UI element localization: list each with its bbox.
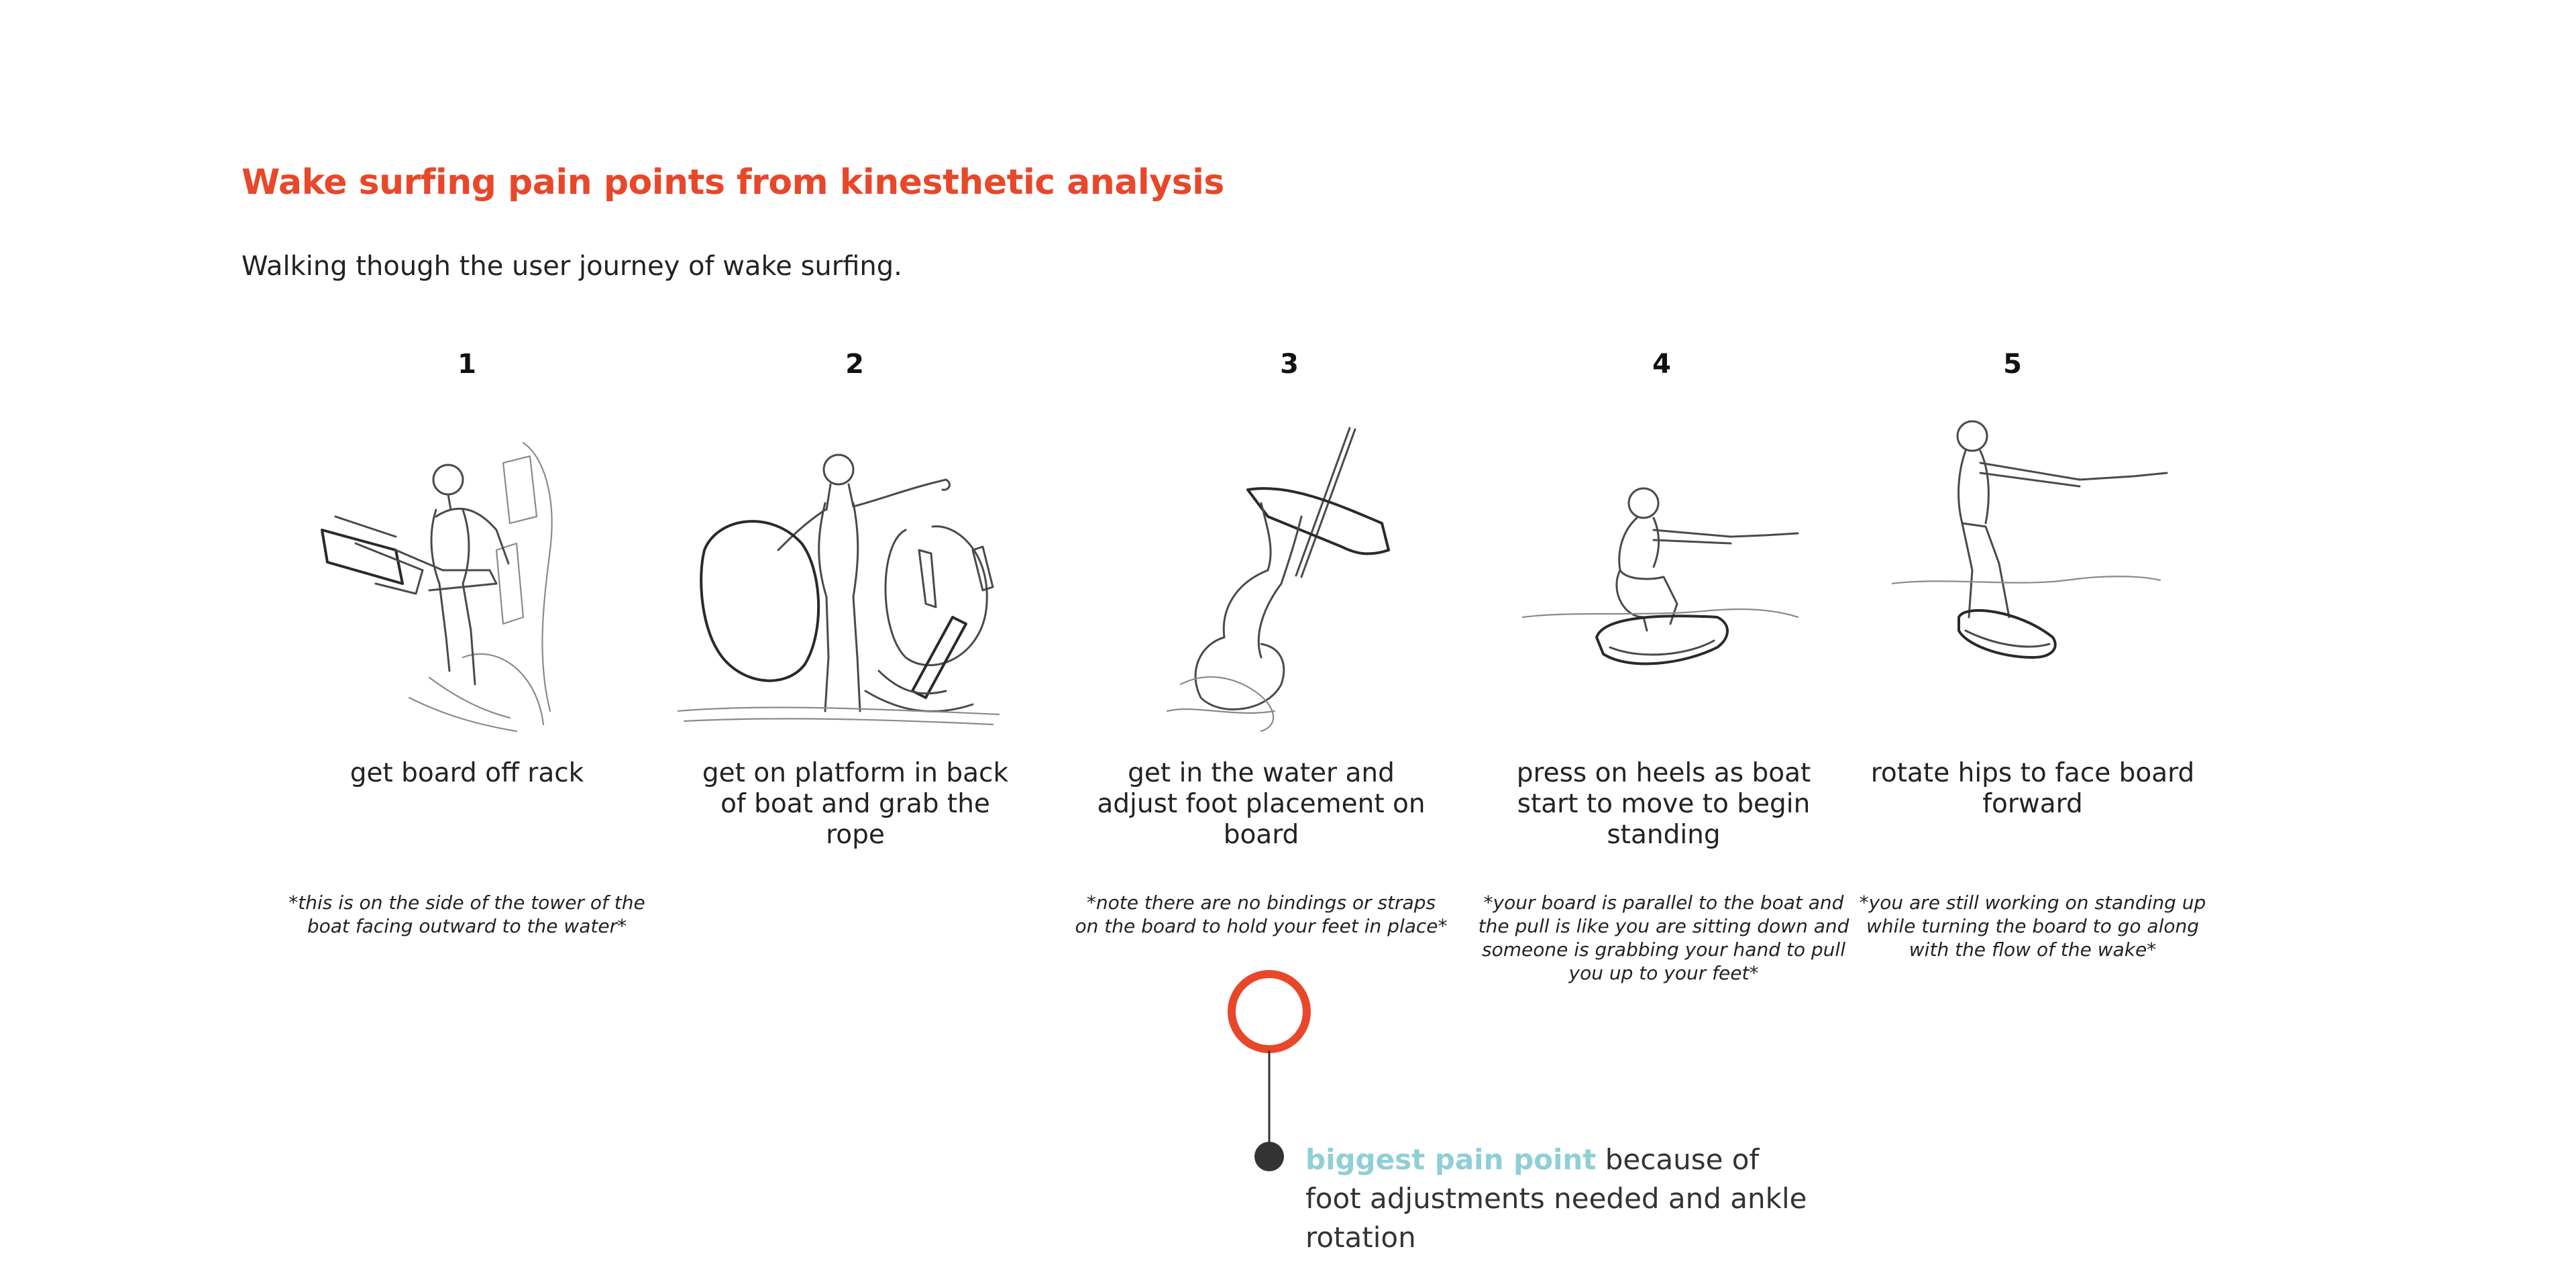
pain-point-text: because of foot adjustments needed and ankle rotation xyxy=(1305,1143,1807,1254)
person-squatting-on-board-sketch-icon xyxy=(1509,416,1831,738)
step-label: get board off rack xyxy=(350,758,584,788)
step-note: *note there are no bindings or straps on the board to hold your feet in place* xyxy=(1075,892,1448,937)
page-subtitle: Walking though the user journey of wake surfing. xyxy=(241,251,902,282)
step-label: get in the water and adjust foot placement on board xyxy=(1097,758,1426,850)
person-in-water-with-board-sketch-icon xyxy=(1100,416,1422,738)
step-number: 1 xyxy=(458,349,476,380)
callout-dot-icon xyxy=(1254,1142,1284,1171)
step-label: press on heels as boat start to move to begin standing xyxy=(1516,758,1811,850)
person-holding-board-and-rope-sketch-icon xyxy=(678,416,1000,738)
person-lifting-board-sketch-icon xyxy=(295,416,617,738)
person-standing-on-board-sketch-icon xyxy=(1892,416,2214,738)
step-note: *this is on the side of the tower of the boat facing outward to the water* xyxy=(288,892,645,937)
step-number: 3 xyxy=(1280,349,1299,380)
step-note: *your board is parallel to the boat and the pull is like you are sitting down and someone is grabbing your hand to pull you up to your feet* xyxy=(1478,892,1849,984)
journey-step-5 xyxy=(1851,0,2227,1006)
step-label: get on platform in back of boat and grab the rope xyxy=(702,758,1009,850)
journey-step-3 xyxy=(1073,0,1449,1006)
step-number: 4 xyxy=(1652,349,1671,380)
step-label: rotate hips to face board forward xyxy=(1870,758,2195,819)
step-number: 2 xyxy=(845,349,864,380)
journey-step-2 xyxy=(667,0,1043,1006)
pain-point-description xyxy=(1305,1140,1815,1257)
pain-point-highlight: biggest pain point xyxy=(1305,1143,1597,1176)
journey-step-1 xyxy=(282,0,657,1006)
step-number: 5 xyxy=(2003,349,2022,380)
step-note: *you are still working on standing up while turning the board to go along with the flow of the wake* xyxy=(1859,892,2206,961)
page-title: Wake surfing pain points from kinesthetic analysis xyxy=(241,162,1224,203)
journey-step-4 xyxy=(1476,0,1851,1006)
